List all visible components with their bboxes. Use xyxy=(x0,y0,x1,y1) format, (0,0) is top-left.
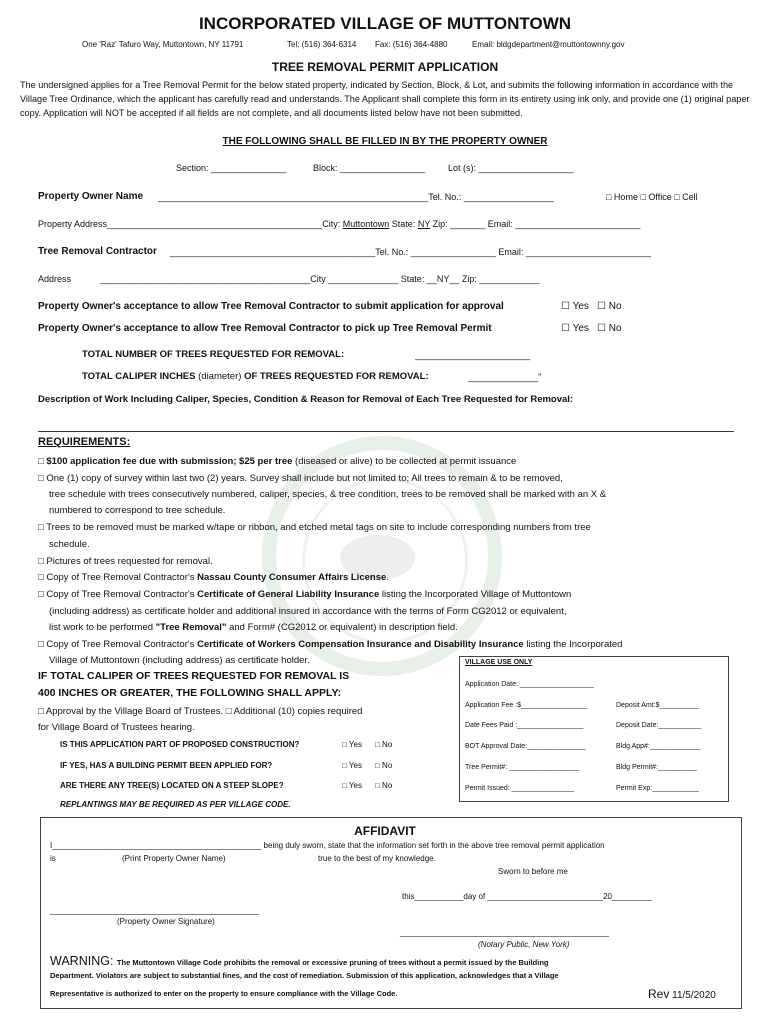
requirement-liability-2: (including address) as certificate holder and additional insured in accordance with the terms of Form CG2012 or equivalent, xyxy=(49,606,567,617)
acceptance-pickup-yes[interactable]: ☐ Yes xyxy=(561,323,589,334)
requirement-fee: □ $100 application fee due with submission; $25 per tree (diseased or alive) to be collected at permit issuance xyxy=(38,456,517,467)
owner-name-label: Property Owner Name xyxy=(38,191,144,202)
contractor-field[interactable]: _________________________________________Tel. No.: _________________ Email: _________________________ xyxy=(170,247,651,257)
requirement-survey-3: numbered to correspond to tree schedule. xyxy=(49,505,226,516)
total-trees-field[interactable]: _______________________ xyxy=(415,350,531,360)
contractor-label: Tree Removal Contractor xyxy=(38,246,157,257)
permit-expiration-field[interactable]: Permit Exp:____________ xyxy=(616,785,699,792)
village-fax: Fax: (516) 364-4880 xyxy=(375,40,448,49)
sworn-date-field[interactable]: this___________day of __________________________20_________ xyxy=(402,892,653,901)
owner-phone-type-checkboxes[interactable]: □ Home □ Office □ Cell xyxy=(606,192,698,202)
requirement-survey-1: □ One (1) copy of survey within last two (2) years. Survey shall include but not limited to; All trees to remain & to be removed, xyxy=(38,473,563,484)
requirement-license: □ Copy of Tree Removal Contractor's Nassau County Consumer Affairs License. xyxy=(38,572,389,583)
owner-section-heading: THE FOLLOWING SHALL BE FILLED IN BY THE PROPERTY OWNER xyxy=(222,136,548,147)
total-trees-label: TOTAL NUMBER OF TREES REQUESTED FOR REMOVAL: xyxy=(82,349,345,360)
description-label: Description of Work Including Caliper, Species, Condition & Reason for Removal of Each Tree Requested for Removal: xyxy=(38,394,574,405)
acceptance-pickup-no[interactable]: ☐ No xyxy=(597,323,622,334)
building-permit-number-field[interactable]: Bldg Permit#:__________ xyxy=(616,764,697,771)
bot-approval-date-field[interactable]: BOT Approval Date:_______________ xyxy=(465,743,586,750)
question-building-permit-yes[interactable]: □ Yes xyxy=(342,761,362,770)
acceptance-pickup-label: Property Owner's acceptance to allow Tree Removal Contractor to pick up Tree Removal Permit xyxy=(38,323,492,334)
affidavit-true-statement: true to the best of my knowledge. xyxy=(318,854,436,863)
application-fee-field[interactable]: Application Fee :$_________________ xyxy=(465,702,588,709)
notary-signature-line[interactable]: _______________________________________________ xyxy=(400,928,610,937)
affidavit-title: AFFIDAVIT xyxy=(354,824,416,838)
village-tel: Tel: (516) 364-6314 xyxy=(287,40,357,49)
question-steep-slope-yes[interactable]: □ Yes xyxy=(342,781,362,790)
requirement-marking-2: schedule. xyxy=(49,539,90,550)
requirements-heading: REQUIREMENTS: xyxy=(38,436,131,448)
village-use-title: VILLAGE USE ONLY xyxy=(465,659,533,666)
requirement-workers-comp-2: Village of Muttontown (including address) as certificate holder. xyxy=(49,655,310,666)
caliper400-heading-2: 400 INCHES OR GREATER, THE FOLLOWING SHALL APPLY: xyxy=(38,687,342,699)
notary-label: (Notary Public, New York) xyxy=(478,940,570,949)
village-address: One 'Raz' Tafuro Way, Muttontown, NY 11791 xyxy=(82,40,244,49)
affidavit-is: is xyxy=(50,854,56,863)
village-use-box xyxy=(459,656,729,802)
lot-field[interactable]: Lot (s): ___________________ xyxy=(448,163,574,173)
acceptance-submit-yes[interactable]: ☐ Yes xyxy=(561,301,589,312)
contractor-address-label: Address xyxy=(38,274,72,284)
question-steep-slope-no[interactable]: □ No xyxy=(375,781,393,790)
caliper400-approval-1[interactable]: □ Approval by the Village Board of Trustees. □ Additional (10) copies required xyxy=(38,706,363,717)
intro-paragraph: The undersigned applies for a Tree Removal Permit for the below stated property, indicated by Section, Block, & Lot, and submits the following information in accordance with the Village Tree Ordinance, which the applicant has carefully read and understands. The Applicant shall complete this form in its entirety using ink only, and provide one (1) original paper copy. Application will NOT be accepted if all fields are not complete, and all documents listed below have not been submitted. xyxy=(20,80,750,118)
form-title: TREE REMOVAL PERMIT APPLICATION xyxy=(271,60,499,74)
owner-signature-line[interactable]: _______________________________________________ xyxy=(50,906,260,915)
caliper400-approval-2: for Village Board of Trustees hearing. xyxy=(38,722,195,733)
question-building-permit-no[interactable]: □ No xyxy=(375,761,393,770)
requirement-marking-1: □ Trees to be removed must be marked w/tape or ribbon, and etched metal tags on site to include corresponding numbers from tree xyxy=(38,522,591,533)
fees-paid-date-field[interactable]: Date Fees Paid :_________________ xyxy=(465,722,584,729)
property-address-field[interactable]: Property Address___________________________________________City: Muttontown State: NY Zip: _______ Email: _________________________ xyxy=(38,219,641,229)
revision-date: Rev 11/5/2020 xyxy=(648,987,716,1001)
question-construction: IS THIS APPLICATION PART OF PROPOSED CONSTRUCTION? xyxy=(60,740,300,749)
requirement-pictures: □ Pictures of trees requested for removal. xyxy=(38,556,213,567)
question-construction-yes[interactable]: □ Yes xyxy=(342,740,362,749)
tree-permit-number-field[interactable]: Tree Permit#: __________________ xyxy=(465,764,580,771)
replanting-note: REPLANTINGS MAY BE REQUIRED AS PER VILLAGE CODE. xyxy=(60,800,291,809)
section-field[interactable]: Section: _______________ xyxy=(176,163,287,173)
affidavit-print-name-label: (Print Property Owner Name) xyxy=(122,854,226,863)
permit-issued-field[interactable]: Permit Issued: ________________ xyxy=(465,785,574,792)
contractor-address-field[interactable]: __________________________________________City ______________ State: __NY__ Zip: ____________ xyxy=(100,274,540,284)
description-line[interactable] xyxy=(38,431,734,432)
block-field[interactable]: Block: _________________ xyxy=(313,163,426,173)
warning-line-1: WARNING: The Muttontown Village Code prohibits the removal or excessive pruning of trees without a permit issued by the Building xyxy=(50,954,549,968)
requirement-liability-3: list work to be performed "Tree Removal" and Form# (CG2012 or equivalent) in description field. xyxy=(49,622,458,633)
deposit-date-field[interactable]: Deposit Date:___________ xyxy=(616,722,702,729)
affidavit-name-line[interactable]: I_______________________________________________ being duly sworn, state that the information set forth in the above tree removal permit application xyxy=(50,841,605,850)
owner-signature-label: (Property Owner Signature) xyxy=(117,917,215,926)
requirement-liability-1: □ Copy of Tree Removal Contractor's Certificate of General Liability Insurance listing the Incorporated Village of Muttontown xyxy=(38,589,572,600)
acceptance-submit-no[interactable]: ☐ No xyxy=(597,301,622,312)
question-construction-no[interactable]: □ No xyxy=(375,740,393,749)
total-caliper-field[interactable]: ______________" xyxy=(468,372,542,382)
warning-line-2: Department. Violators are subject to substantial fines, and the cost of remediation. Submission of this application, acknowledges that a Village xyxy=(50,971,559,980)
requirement-workers-comp-1: □ Copy of Tree Removal Contractor's Certificate of Workers Compensation Insurance and Disability Insurance listing the Incorporated xyxy=(38,639,623,650)
acceptance-submit-label: Property Owner's acceptance to allow Tree Removal Contractor to submit application for approval xyxy=(38,301,504,312)
sworn-before-me: Sworn to before me xyxy=(498,867,568,876)
requirement-survey-2: tree schedule with trees consecutively numbered, caliper, species, & tree condition, trees to be removed shall be marked with an X & xyxy=(49,489,607,500)
owner-name-field[interactable]: ______________________________________________________Tel. No.: __________________ xyxy=(158,192,554,202)
village-title: INCORPORATED VILLAGE OF MUTTONTOWN xyxy=(198,14,572,33)
caliper400-heading-1: IF TOTAL CALIPER OF TREES REQUESTED FOR REMOVAL IS xyxy=(38,670,350,682)
deposit-amount-field[interactable]: Deposit Amt:$__________ xyxy=(616,702,699,709)
building-application-field[interactable]: Bldg App#:_____________ xyxy=(616,743,701,750)
application-date-field[interactable]: Application Date: ___________________ xyxy=(465,681,594,688)
warning-line-3: Representative is authorized to enter on the property to ensure compliance with the Village Code. xyxy=(50,989,398,998)
question-steep-slope: ARE THERE ANY TREE(S) LOCATED ON A STEEP SLOPE? xyxy=(60,781,284,790)
village-email: Email: bldgdepartment@muttontownny.gov xyxy=(472,40,625,49)
total-caliper-label: TOTAL CALIPER INCHES (diameter) OF TREES REQUESTED FOR REMOVAL: xyxy=(82,371,429,382)
question-building-permit: IF YES, HAS A BUILDING PERMIT BEEN APPLIED FOR? xyxy=(60,761,273,770)
